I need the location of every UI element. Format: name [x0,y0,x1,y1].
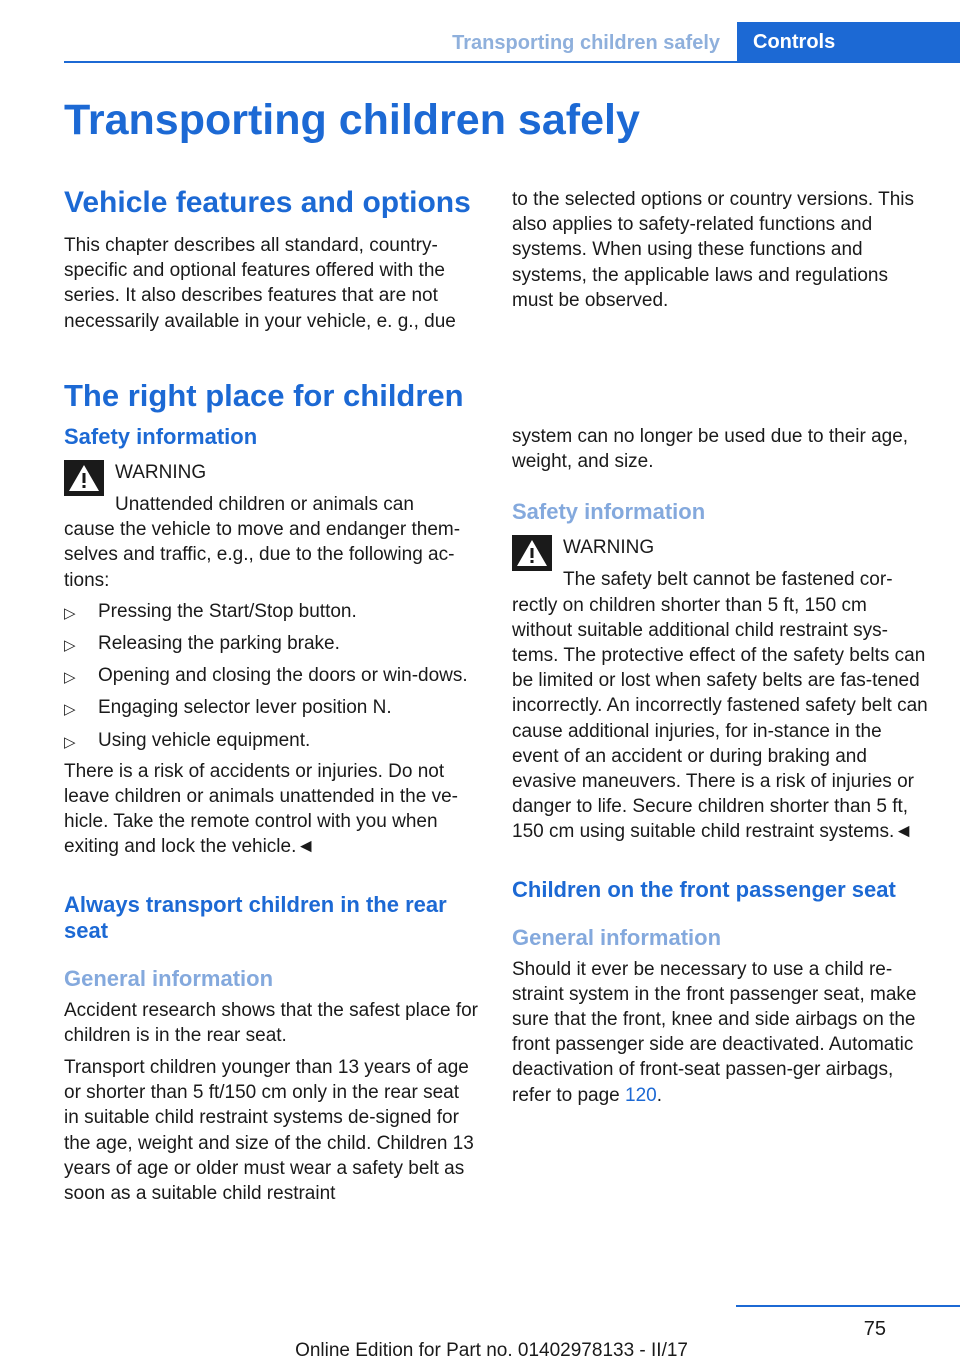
list-item: ▷ Pressing the Start/Stop button. [64,599,479,624]
list-item: ▷ Engaging selector lever position N. [64,695,479,720]
vehicle-features-para-left: This chapter describes all standard, country-specific and optional features offered with the series. It also describes features that are not necessarily available in your vehicle, e. g., due [64,235,456,332]
right-column [512,424,930,1108]
warning-block-safety-belt [512,535,930,844]
triangle-bullet-icon: ▷ [64,701,76,719]
rear-seat-para-2: Transport children younger than 13 years of age or shorter than 5 ft/150 cm only in the rear seat in suitable child restraint systems de-signed for the age, weight and size of the child. Children 13 years of age or older must wear a safety belt as soon as a suitable child restraint [64,1057,474,1205]
rear-seat-para-1: Accident research shows that the safest place for children is in the rear seat. [64,999,478,1046]
header-tab-controls[interactable]: Controls [737,22,960,63]
belt-safety-heading: Safety information [512,499,706,525]
rear-seat-heading: Always transport children in the rear seat [64,891,447,943]
warning-triangle-icon [512,535,552,571]
header-rule [64,61,960,63]
warning-end-text: There is a risk of accidents or injuries. Do not leave children or animals unattended in the ve-hicle. Take the remote control with you when exiting and lock the vehicle.◄ [64,760,458,858]
list-item: ▷ Releasing the parking brake. [64,631,479,656]
front-seat-heading: Children on the front passenger seat [512,876,896,902]
vehicle-features-left [64,233,479,334]
warning-text: cause the vehicle to move and endanger them-selves and traffic, e.g., due to the following ac-tions: [64,519,461,591]
section-title-right-place: The right place for children [64,378,464,413]
section-title-vehicle-features: Vehicle features and options [64,186,471,219]
warning-first-line: The safety belt cannot be fastened cor- [563,569,893,591]
warning-block-unattended [64,460,479,593]
page-title: Transporting children safely [64,96,640,144]
triangle-bullet-icon: ▷ [64,637,76,655]
header-section-title: Transporting children safely [452,32,720,54]
edition-note: Online Edition for Part no. 01402978133 - II/17 [295,1340,688,1361]
list-item: ▷ Opening and closing the doors or win-dows. [64,663,479,688]
front-seat-general-heading: General information [512,924,722,950]
triangle-bullet-icon: ▷ [64,604,76,622]
warning-label: WARNING [563,537,655,559]
warning-label: WARNING [115,462,207,483]
page-link-120[interactable]: 120 [625,1084,657,1106]
triangle-bullet-icon: ▷ [64,669,76,687]
footer-rule [736,1305,960,1307]
vehicle-features-right [512,187,930,313]
page-number: 75 [863,1318,886,1340]
list-item: ▷ Using vehicle equipment. [64,728,479,753]
safety-info-heading: Safety information [64,424,258,449]
triangle-bullet-icon: ▷ [64,733,76,751]
rear-seat-general-heading: General information [64,965,274,991]
rear-seat-para-2-continued: system can no longer be used due to their age, weight, and size. [512,426,909,473]
front-seat-para: Should it ever be necessary to use a child re-straint system in the front passenger seat, make sure that the front, knee and side airbags on the front passenger side are deactivated. Automatic deactivation of front-seat passen-ger airbags, refer to page 120. [512,958,917,1106]
left-column [64,424,479,1206]
vehicle-features-para-right: to the selected options or country versions. This also applies to safety-related functions and systems. When using these functions and systems, the applicable laws and regulations must be observed. [512,189,915,311]
warning-triangle-icon [64,460,104,496]
warning-text: rectly on children shorter than 5 ft, 150 cm without suitable additional child restraint sys-tems. The protective effect of the safety belts can be limited or lost when safety belts are fas-tened incorrectly. An incorrectly fastened safety belt can cause additional injuries, for in-stance in the event of an accident or during braking and evasive maneuvers. There is a risk of injuries or danger to life. Secure children shorter than 5 ft, 150 cm using suitable child restraint systems.◄ [512,594,928,843]
warning-first-line: Unattended children or animals can [115,494,414,515]
action-list [64,599,479,753]
